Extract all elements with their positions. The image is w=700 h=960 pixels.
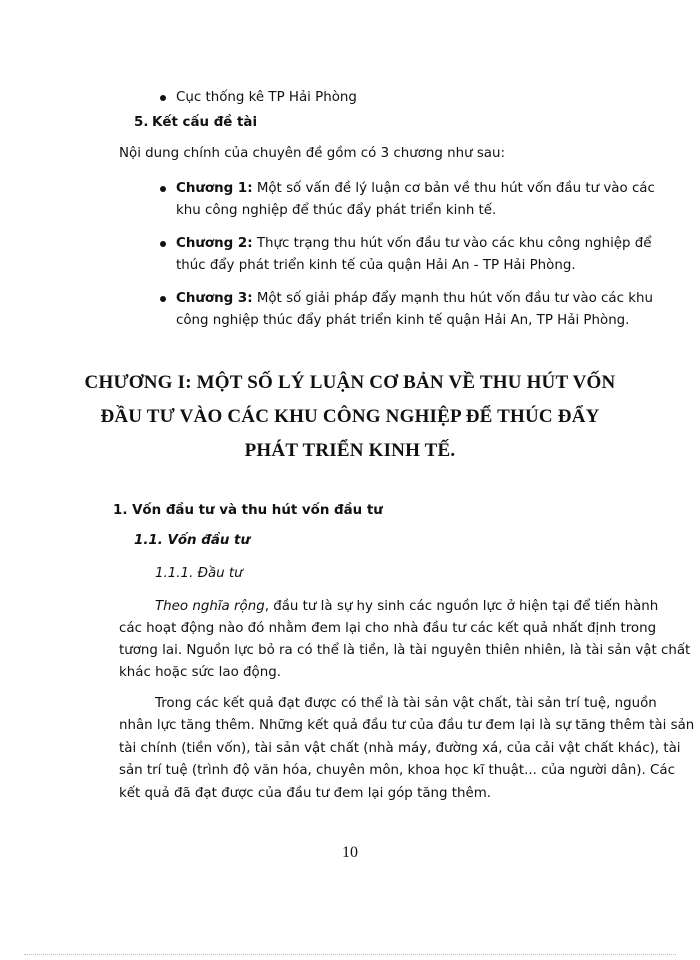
section-title: Kết cấu đề tài (152, 115, 258, 130)
paragraph-line: kết quả đã đạt được của đầu tư đem lại góp tăng thêm. (119, 786, 492, 801)
chapter-text-line: thúc đẩy phát triển kinh tế của quận Hải An - TP Hải Phòng. (176, 258, 576, 273)
bullet-icon (160, 241, 166, 247)
chapter-label: Chương 2: (176, 236, 253, 251)
chapter-text-line: công nghiệp thúc đẩy phát triển kinh tế quận Hải An, TP Hải Phòng. (176, 313, 630, 328)
paragraph-line: khác hoặc sức lao động. (119, 665, 281, 680)
chapter-label: Chương 1: (176, 181, 253, 196)
chapter-text-line: khu công nghiệp để thúc đẩy phát triển kinh tế. (176, 203, 497, 218)
paragraph-line: Trong các kết quả đạt được có thể là tài sản vật chất, tài sản trí tuệ, nguồn (155, 696, 657, 711)
heading-level-3: 1.1.1. Đầu tư (155, 566, 243, 581)
section-number: 5. (134, 115, 149, 130)
paragraph-line: tài chính (tiền vốn), tài sản vật chất (nhà máy, đường xá, của cải vật chất khác), tài (119, 741, 681, 756)
page-bottom-divider (24, 954, 676, 955)
paragraph-line: tương lai. Nguồn lực bỏ ra có thể là tiền, là tài nguyên thiên nhiên, là tài sản vật chất (119, 643, 691, 658)
chapter-text-line: Thực trạng thu hút vốn đầu tư vào các khu công nghiệp để (256, 236, 652, 251)
bullet-icon (160, 296, 166, 302)
section-intro: Nội dung chính của chuyên đề gồm có 3 chương như sau: (119, 146, 506, 161)
paragraph-line: nhân lực tăng thêm. Những kết quả đầu tư của đầu tư đem lại là sự tăng thêm tài sản (119, 718, 695, 733)
paragraph-line: các hoạt động nào đó nhằm đem lại cho nhà đầu tư các kết quả nhất định trong (119, 621, 657, 636)
chapter-heading-line: CHƯƠNG I: MỘT SỐ LÝ LUẬN CƠ BẢN VỀ THU HÚT VỐN (84, 372, 616, 393)
chapter-heading (60, 366, 640, 468)
chapter-text-line: Một số giải pháp đẩy mạnh thu hút vốn đầu tư vào các khu (256, 291, 653, 306)
chapter-text-line: Một số vấn đề lý luận cơ bản về thu hút vốn đầu tư vào các (256, 181, 655, 196)
page-number: 10 (342, 844, 358, 861)
paragraph-line: sản trí tuệ (trình độ văn hóa, chuyên môn, khoa học kĩ thuật... của người dân). Các (119, 763, 675, 778)
italic-term: Theo nghĩa rộng (155, 599, 265, 614)
heading-level-2: 1.1. Vốn đầu tư (134, 533, 250, 548)
heading-level-1: 1. Vốn đầu tư và thu hút vốn đầu tư (113, 503, 383, 518)
chapter-heading-line: ĐẦU TƯ VÀO CÁC KHU CÔNG NGHIỆP ĐỂ THÚC ĐẨY (100, 406, 600, 427)
bullet-icon (160, 186, 166, 192)
chapter-label: Chương 3: (176, 291, 253, 306)
source-item: Cục thống kê TP Hải Phòng (176, 90, 357, 105)
bullet-icon (160, 95, 166, 101)
chapter-heading-line: PHÁT TRIỂN KINH TẾ. (244, 440, 456, 461)
paragraph-text: , đầu tư là sự hy sinh các nguồn lực ở hiện tại để tiến hành (264, 599, 659, 614)
